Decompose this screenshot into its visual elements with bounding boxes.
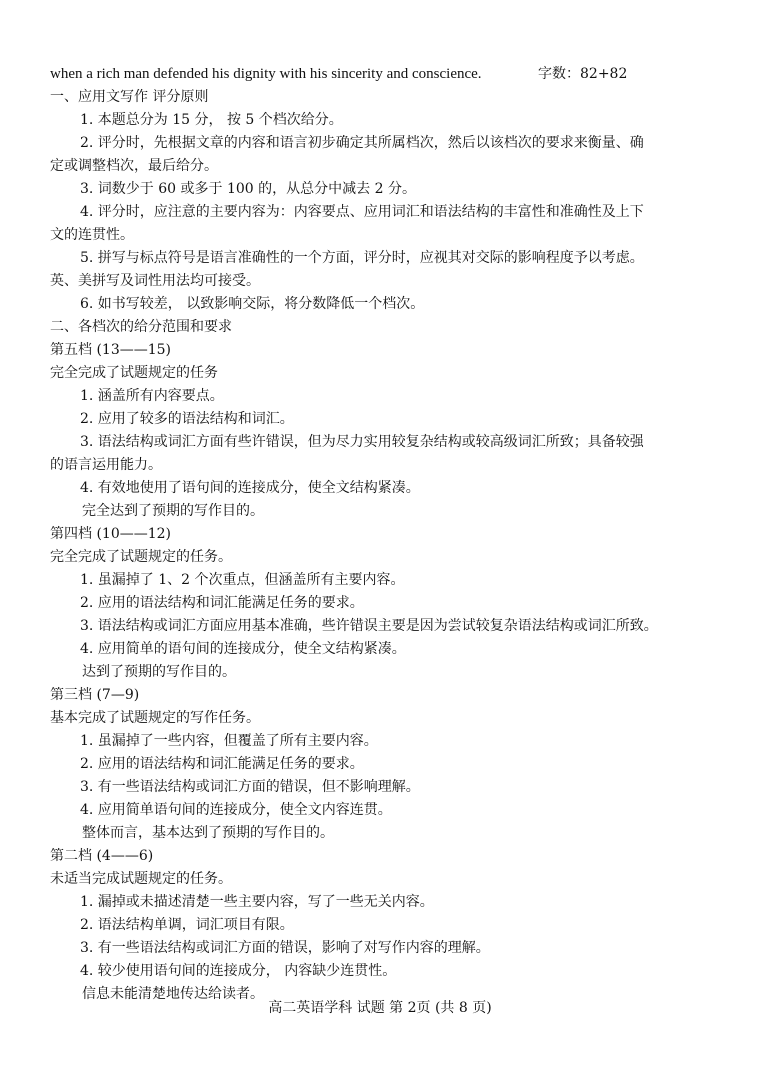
grade2-conclusion: 信息未能清楚地传达给读者。 [82, 986, 264, 1002]
rule-item-continuation: 文的连贯性。 [50, 227, 134, 243]
grade3-item: 1. 虽漏掉了一些内容，但覆盖了所有主要内容。 [80, 733, 378, 749]
grade3-summary: 基本完成了试题规定的写作任务。 [50, 710, 260, 726]
rule-item: 1. 本题总分为 15 分， 按 5 个档次给分。 [80, 112, 343, 128]
grade4-item: 2. 应用的语法结构和词汇能满足任务的要求。 [80, 595, 364, 611]
grade2-item: 2. 语法结构单调，词汇项目有限。 [80, 917, 294, 933]
rule-item-continuation: 定或调整档次，最后给分。 [50, 158, 218, 174]
grade4-title: 第四档 (10——12) [50, 526, 172, 542]
grade4-conclusion: 达到了预期的写作目的。 [82, 664, 236, 680]
grade5-summary: 完全完成了试题规定的任务 [50, 365, 218, 381]
grade2-title: 第二档 (4——6) [50, 848, 154, 864]
grade5-item: 2. 应用了较多的语法结构和词汇。 [80, 411, 294, 427]
grade4-summary: 完全完成了试题规定的任务。 [50, 549, 232, 565]
grade3-title: 第三档 (7—9) [50, 687, 140, 703]
grade5-conclusion: 完全达到了预期的写作目的。 [82, 503, 264, 519]
section2-heading: 二、各档次的给分范围和要求 [50, 319, 232, 335]
grade5-item: 3. 语法结构或词汇方面有些许错误，但为尽力实用较复杂结构或较高级词汇所致；具备较强 [80, 434, 644, 450]
top-sentence: when a rich man defended his dignity with his sincerity and conscience. [50, 66, 482, 82]
rule-item: 5. 拼写与标点符号是语言准确性的一个方面，评分时，应视其对交际的影响程度予以考虑。 [80, 250, 644, 266]
rule-item-continuation: 英、美拼写及词性用法均可接受。 [50, 273, 260, 289]
grade5-item-continuation: 的语言运用能力。 [50, 457, 162, 473]
grade3-conclusion: 整体而言，基本达到了预期的写作目的。 [82, 825, 334, 841]
word-count: 字数：82+82 [538, 66, 628, 82]
rule-item: 2. 评分时，先根据文章的内容和语言初步确定其所属档次，然后以该档次的要求来衡量、确 [80, 135, 644, 151]
grade5-item: 1. 涵盖所有内容要点。 [80, 388, 224, 404]
grade5-item: 4. 有效地使用了语句间的连接成分，使全文结构紧凑。 [80, 480, 420, 496]
grade4-item: 1. 虽漏掉了 1、2 个次重点，但涵盖所有主要内容。 [80, 572, 405, 588]
grade5-title: 第五档 (13——15) [50, 342, 172, 358]
rule-item: 3. 词数少于 60 或多于 100 的，从总分中减去 2 分。 [80, 181, 416, 197]
grade2-item: 3. 有一些语法结构或词汇方面的错误，影响了对写作内容的理解。 [80, 940, 490, 956]
grade4-item: 4. 应用简单的语句间的连接成分，使全文结构紧凑。 [80, 641, 406, 657]
grade2-item: 4. 较少使用语句间的连接成分， 内容缺少连贯性。 [80, 963, 397, 979]
page-footer: 高二英语学科 试题 第 2页 (共 8 页) [268, 1000, 492, 1016]
grade3-item: 4. 应用简单语句间的连接成分，使全文内容连贯。 [80, 802, 392, 818]
rule-item: 6. 如书写较差， 以致影响交际，将分数降低一个档次。 [80, 296, 425, 312]
grade2-summary: 未适当完成试题规定的任务。 [50, 871, 232, 887]
rule-item: 4. 评分时，应注意的主要内容为：内容要点、应用词汇和语法结构的丰富性和准确性及上下 [80, 204, 644, 220]
grade4-item: 3. 语法结构或词汇方面应用基本准确，些许错误主要是因为尝试较复杂语法结构或词汇所致。 [80, 618, 658, 634]
grade2-item: 1. 漏掉或未描述清楚一些主要内容，写了一些无关内容。 [80, 894, 434, 910]
grade3-item: 2. 应用的语法结构和词汇能满足任务的要求。 [80, 756, 364, 772]
grade3-item: 3. 有一些语法结构或词汇方面的错误，但不影响理解。 [80, 779, 420, 795]
section1-heading: 一、应用文写作 评分原则 [50, 89, 209, 105]
